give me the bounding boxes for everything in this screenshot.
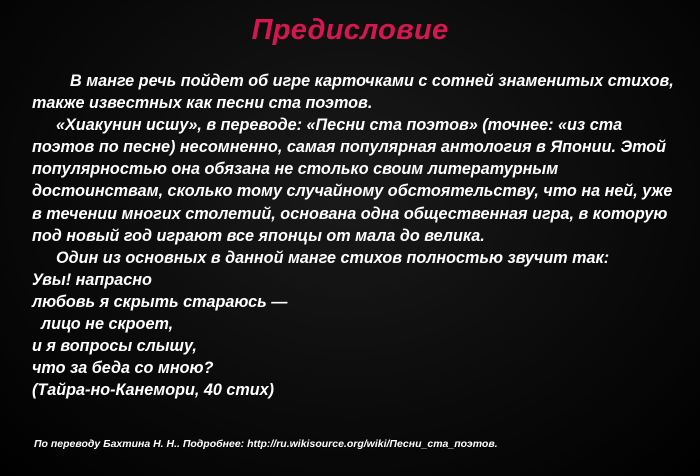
source-footnote: По переводу Бахтина Н. Н.. Подробнее: http://ru.wikisource.org/wiki/Песни_ста_поэтов.	[34, 438, 498, 450]
poem-line: Увы! напрасно	[32, 270, 152, 289]
poem-line: и я вопросы слышу,	[32, 337, 197, 356]
poem-attribution: (Тайра-но-Канемори, 40 стих)	[32, 381, 275, 400]
preface-body	[32, 70, 682, 401]
poem-line: лицо не скроет,	[41, 315, 174, 334]
poem-line: что за беда со мною?	[32, 359, 214, 378]
paragraph-poem-intro: Один из основных в данной манге стихов полностью звучит так:	[56, 248, 610, 267]
poem-line: любовь я скрыть стараюсь —	[32, 292, 288, 311]
paragraph-intro: В манге речь пойдет об игре карточками с сотней знаменитых стихов, также известных как песни ста поэтов.	[32, 72, 674, 113]
poem	[32, 269, 682, 402]
page-title: Предисловие	[251, 14, 449, 46]
paragraph-anthology: «Хиакунин исшу», в переводе: «Песни ста поэтов» (точнее: «из ста поэтов по песне) несомненно, самая популярная антология в Японии. Этой популярностью она обязана не столько своим литературным достоинствам, сколько тому случайному обстоятельству, что на ней, уже в течении многих столетий, основана одна общественная игра, в которую под новый год играют все японцы от мала до велика.	[32, 116, 673, 245]
